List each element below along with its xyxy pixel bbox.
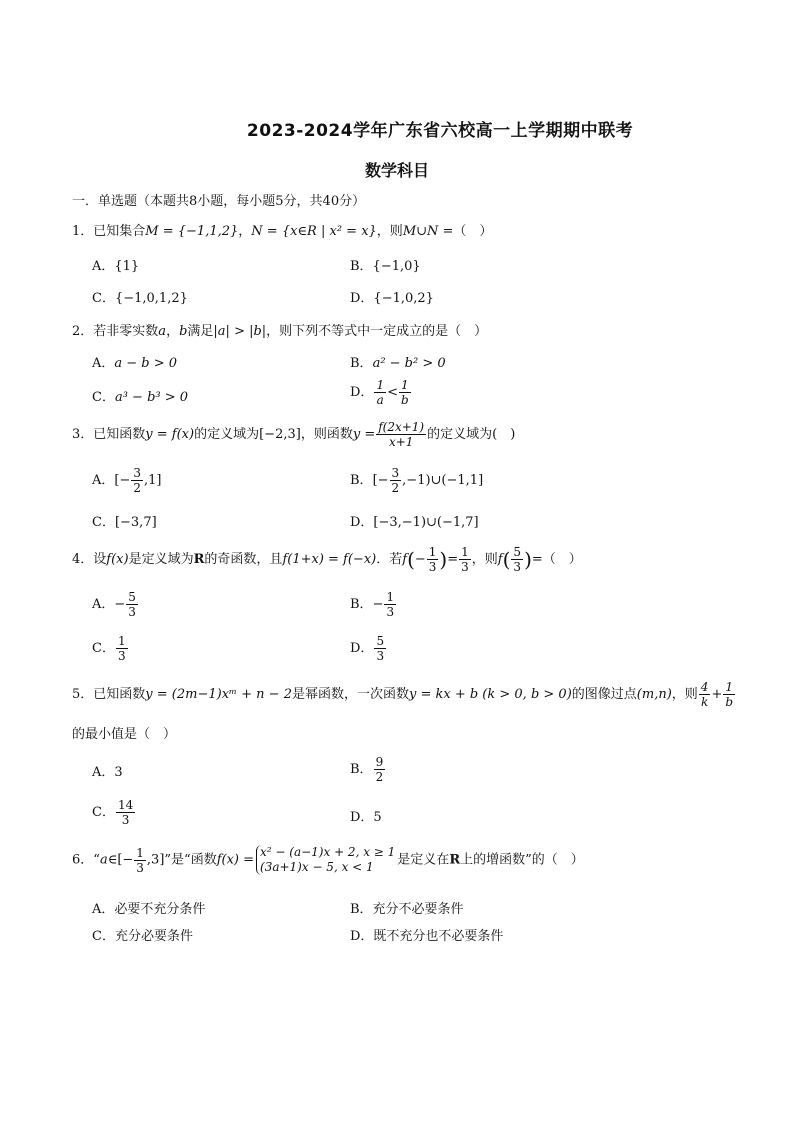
option-letter: B． [350, 473, 373, 488]
piecewise-function [256, 845, 395, 875]
option-3d: D．[−3,−1)∪(−1,7] [350, 515, 479, 530]
option-3b [350, 466, 483, 495]
exam-title: 2023-2024学年广东省六校高一上学期期中联考 [246, 121, 634, 141]
math-op: − [414, 552, 426, 567]
option-4b [350, 590, 397, 619]
denominator: 3 [117, 649, 126, 663]
denominator: a [376, 393, 384, 407]
question-text: 是幂函数，一次函数 [291, 687, 409, 702]
question-text: 已知函数 [93, 687, 146, 702]
fraction [134, 846, 146, 875]
denominator: 2 [375, 770, 384, 784]
question-number: 3． [72, 427, 94, 442]
question-text: 是定义在 [397, 852, 450, 868]
question-text: ，则函数 [300, 427, 353, 442]
question-5-cont: 的最小值是（ ） [72, 727, 177, 742]
paren-left: ( [407, 547, 415, 572]
piece-2: (3a+1)x − 5, x < 1 [260, 860, 374, 874]
question-text: （ ） [453, 224, 493, 239]
math-op: = [531, 552, 543, 567]
option-5d: D．5 [350, 810, 382, 825]
numerator: 1 [399, 378, 411, 393]
math-op: = [447, 552, 459, 567]
math-op: < [387, 385, 398, 400]
option-letter: C． [92, 805, 115, 820]
denominator: 3 [136, 860, 144, 875]
paren-left: ( [502, 547, 511, 572]
numerator: 1 [428, 545, 437, 559]
math-func: f(x) [106, 552, 129, 567]
fraction [376, 420, 426, 449]
denominator: 2 [133, 481, 141, 495]
math-real-set: R [193, 552, 205, 567]
option-6d: D．既不充分也不必要条件 [350, 929, 504, 944]
denominator: 3 [386, 605, 395, 619]
option-1d: D．{−1,0,2} [350, 291, 434, 306]
denominator: b [725, 695, 734, 709]
option-5c [92, 798, 136, 827]
option-1a: A．{1} [92, 259, 140, 274]
option-4c [92, 634, 129, 663]
denominator: 2 [391, 481, 400, 495]
option-5b [350, 755, 386, 784]
math-set-n: N = {x∈R | x² = x} [251, 224, 377, 239]
math-real-set: R [449, 852, 461, 868]
question-text: ， [238, 224, 252, 239]
option-math: a³ − b³ > 0 [114, 390, 189, 405]
denominator: 3 [376, 649, 385, 663]
question-text: ，则 [471, 552, 498, 567]
section-heading: 一．单选题（本题共8小题，每小题5分，共40分） [72, 194, 366, 209]
math-op: − [372, 597, 384, 612]
denominator: k [700, 695, 709, 709]
denominator: 3 [128, 605, 136, 619]
option-2a [92, 352, 177, 371]
fraction [427, 545, 439, 574]
fraction [374, 634, 386, 663]
numerator: 1 [136, 845, 144, 860]
fraction [374, 755, 386, 784]
math-set-m: M = {−1,1,2} [145, 224, 239, 239]
option-3c: C．[−3,7] [92, 515, 157, 530]
question-6 [72, 845, 584, 875]
numerator: 1 [386, 590, 395, 604]
question-2 [72, 320, 487, 339]
question-number: 4． [72, 552, 94, 567]
question-text: 已知函数 [93, 427, 146, 442]
math-op: − [114, 597, 126, 612]
option-2c [92, 386, 188, 405]
question-3 [72, 420, 515, 449]
question-text: 上的增函数”的（ ） [460, 852, 584, 868]
question-text: 的图像过点 [571, 687, 637, 702]
option-letter: B． [350, 356, 373, 371]
option-math: ,1] [144, 473, 162, 488]
question-text: 若非零实数 [93, 324, 159, 339]
fraction [131, 466, 143, 495]
question-text: 已知集合 [93, 224, 146, 239]
question-number: 1． [72, 224, 94, 239]
fraction [116, 634, 128, 663]
fraction [511, 545, 523, 574]
option-letter: A． [92, 356, 115, 371]
math-interval: [− [117, 852, 134, 868]
fraction [699, 680, 711, 709]
question-text: ，则 [376, 224, 403, 239]
question-text: 是定义域为 [128, 552, 194, 567]
numerator: 5 [376, 634, 385, 648]
fraction [390, 466, 402, 495]
question-text: 满足 [187, 324, 214, 339]
numerator: f(2x+1) [378, 420, 425, 434]
math-equation: f(1+x) = f(−x) [282, 552, 377, 567]
option-letter: A． [92, 597, 115, 612]
math-func: y = f(x) [145, 427, 195, 442]
denominator: x+1 [388, 435, 414, 449]
denominator: 3 [428, 560, 437, 574]
option-letter: D． [350, 641, 374, 656]
option-letter: A． [92, 473, 115, 488]
question-text: 的奇函数，且 [204, 552, 283, 567]
option-1b: B．{−1,0} [350, 259, 421, 274]
numerator: 5 [513, 545, 522, 559]
numerator: 3 [391, 466, 400, 480]
numerator: 4 [700, 680, 709, 694]
fraction [723, 680, 735, 709]
denominator: b [400, 393, 409, 407]
math-func: f(x) = [216, 852, 255, 868]
math-var: a∈ [99, 852, 118, 868]
math-var-b: b [179, 324, 188, 339]
option-math: ,−1)∪(−1,1] [402, 473, 484, 488]
numerator: 1 [376, 378, 385, 392]
denominator: 3 [513, 560, 522, 574]
math-point: (m,n) [636, 687, 672, 702]
numerator: 3 [133, 466, 141, 480]
fraction [399, 378, 411, 407]
option-letter: C． [92, 641, 115, 656]
fraction [374, 378, 386, 407]
math-var-a: a [158, 324, 167, 339]
question-number: 6． [72, 852, 94, 868]
numerator: 1 [117, 634, 126, 648]
option-2b [350, 352, 446, 371]
question-text: 的定义域为( ) [427, 427, 516, 442]
math-func: y = [352, 427, 376, 442]
numerator: 5 [128, 590, 136, 604]
option-math: a² − b² > 0 [372, 356, 446, 371]
math-func: f [497, 552, 503, 567]
question-text: （ ） [542, 552, 582, 567]
piece-1: x² − (a−1)x + 2, x ≥ 1 [260, 845, 396, 859]
question-text: “ [93, 852, 100, 868]
math-func: y = (2m−1)xᵐ + n − 2 [145, 687, 292, 702]
option-6a: A．必要不充分条件 [92, 902, 206, 917]
question-text: 的定义域为 [194, 427, 260, 442]
math-func: f [402, 552, 408, 567]
option-letter: D． [350, 385, 374, 400]
question-1 [72, 220, 492, 239]
option-5a: A．3 [92, 765, 123, 780]
numerator: 1 [461, 545, 469, 559]
option-4d [350, 634, 387, 663]
denominator: 3 [121, 813, 130, 827]
fraction [459, 545, 471, 574]
fraction [116, 798, 135, 827]
option-letter: C． [92, 390, 115, 405]
option-math: [− [114, 473, 131, 488]
math-op: + [711, 687, 723, 702]
paren-right: ) [524, 547, 532, 572]
numerator: 9 [375, 755, 384, 769]
option-letter: B． [350, 762, 373, 777]
fraction [126, 590, 138, 619]
math-condition: |a| > |b| [213, 324, 267, 339]
question-text: ”是“函数 [164, 852, 217, 868]
question-text: 设 [93, 552, 107, 567]
math-union: M∪N = [402, 224, 454, 239]
question-text: ．若 [376, 552, 403, 567]
math-func: y = kx + b (k > 0, b > 0) [408, 687, 572, 702]
option-math: a − b > 0 [114, 356, 178, 371]
paren-right: ) [439, 547, 448, 572]
option-math: [− [372, 473, 389, 488]
question-5 [72, 680, 736, 709]
option-6b: B．充分不必要条件 [350, 902, 464, 917]
question-4 [72, 545, 582, 574]
question-text: ，则 [671, 687, 698, 702]
denominator: 3 [461, 560, 469, 574]
question-number: 5． [72, 687, 94, 702]
option-4a [92, 590, 139, 619]
option-2d [350, 378, 412, 407]
option-3a [92, 466, 161, 495]
question-text: ， [166, 324, 180, 339]
fraction [384, 590, 396, 619]
option-letter: B． [350, 597, 373, 612]
numerator: 14 [117, 798, 134, 812]
option-6c: C．充分必要条件 [92, 929, 193, 944]
exam-subject: 数学科目 [364, 161, 429, 180]
math-domain: [−2,3] [259, 427, 301, 442]
math-interval: ,3] [146, 852, 165, 868]
option-1c: C．{−1,0,1,2} [92, 291, 188, 306]
question-number: 2． [72, 324, 94, 339]
numerator: 1 [723, 680, 735, 695]
question-text: ，则下列不等式中一定成立的是（ ） [266, 324, 488, 339]
